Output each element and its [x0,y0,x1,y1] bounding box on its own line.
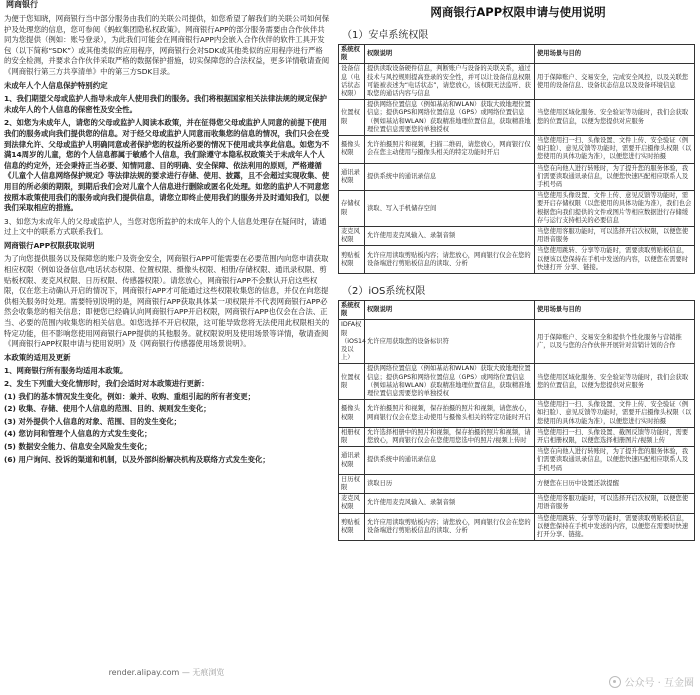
document-title: 网商银行APP权限申请与使用说明 [430,5,606,19]
permission-name-cell: 摄像头权限 [339,136,365,164]
scope-subitem: (1) 我们的基本情况发生变化，例如：兼并、收购、重组引起的所有者变更； [4,391,255,401]
permission-purpose-cell: 当您在向他人进行转账时，为了提升您的服务体验，我们需要读取通讯录信息，以便您快速匹配相应联系人及手机号码 [535,447,695,475]
private-browsing-note: — 无痕浏览 [179,668,225,677]
table-row [339,494,695,513]
table-row [339,227,695,246]
table-row [339,136,695,164]
permission-name-cell: 剪贴板权限 [339,513,365,541]
minor-para-2: 2、如您为未成年人，请您的父母或监护人阅读本政策，并在征得您父母或监护人同意的前提下使用我们的服务或向我们提供您的信息。对于经父母或监护人同意而收集您的信息的情况，我们只会在受到法律允许、父母或监护人明确同意或者保护您的权益所必要的情况下使用或共享此信息。如您为不满14周岁的儿童，您的个人信息都属于敏感个人信息，我们除遵守本隐私权政策关于未成年人个人信息的约定外，还会秉持正当必要、知情同意、目的明确、安全保障、依法利用的原则，严格遵循《儿童个人信息网络保护规定》等法律法规的要求进行存储、使用、披露，且不会超过实现收集、使用目的所必须的期限，到期后我们会对儿童个人信息进行删除或匿名化处理。如您的监护人不同意您按照本政策使用我们的服务或向我们提供信息，请您立即终止使用我们的服务并及时通知我们，以便我们采取相应的措施。 [4,118,330,213]
table-row [339,163,695,191]
permission-purpose-cell: 方便您在日历中设置还款提醒 [535,474,695,493]
policy-text-body [4,14,330,656]
permission-description-cell: 提供网络位置信息（例如基站和WLAN）获取大致地理位置信息；提供GPS和网络位置信息（GPS）或网络位置信息（例如基站和WLAN）获取精准地理位置信息，获取精准地理位置信息需要您的单独授权 [365,100,535,136]
minor-para-1: 1、我们期望父母或监护人指导未成年人使用我们的服务。我们将根据国家相关法律法规的规定保护未成年人的个人信息的保密性及安全性。 [4,94,327,114]
url-host: render.alipay.com [108,668,180,677]
permission-name-cell: 剪贴板权限 [339,246,365,274]
permission-description-cell: 提供网络位置信息（例如基站和WLAN）获取大致地理位置信息；提供GPS和网络位置信息（GPS）或网络位置信息（例如基站和WLAN）获取精准地理位置信息，获取精准地理位置信息需要您的单独授权 [365,364,535,400]
table-row [339,100,695,136]
header-description: 权限说明 [365,301,535,320]
permission-purpose-cell: 当您使用客服功能时，可以选择开启次权限，以便您使用语音服务 [535,227,695,246]
watermark [609,674,694,689]
permission-purpose-cell: 当您使用扫一扫、头像设置、文件上传、安全验证（例如扫脸）、意见反馈等功能时，需要开启摄像头权限（以您使用的具体功能为准），以便您进行实时拍摄 [535,136,695,164]
permission-description-cell: 提供读取设备硬件信息，判断账户与设备的关联关系，通过技术与风控规则提高登录的安全性，并可以让设备信息权限可能被表述为“电话状态”，请您放心，该权限无法监听、获取您的通话内容与信息 [365,64,535,100]
permission-name-cell: 日历权限 [339,474,365,493]
table-row [339,246,695,274]
table-row [339,447,695,475]
table-row [339,513,695,541]
permission-purpose-cell: 当您在向他人进行转账时，为了提升您的服务体验，我们需要读取通讯录信息，以便您快速匹配相应联系人及手机号码 [535,163,695,191]
permission-description-cell: 允许应用获取您的设备标识符 [365,320,535,364]
permission-name-cell: 位置权限 [339,100,365,136]
permission-name-cell: 通讯录权限 [339,447,365,475]
permission-description-cell: 提供系统中的通讯录信息 [365,163,535,191]
permission-description-cell: 允许使用麦克风输入、录制音频 [365,494,535,513]
android-permission-table [338,44,695,274]
app-permission-paragraph: 为了向您提供服务以及保障您的账户及资金安全，网商银行APP可能需要在必要范围内向您申请获取相应权限（例如设备信息/电话状态权限、位置权限、摄像头权限、相册/存储权限、通讯录权限、剪贴板权限、麦克风权限、日历权限、传感器权限）。请您放心，网商银行APP不会默认开启这些权限，仅在您主动确认开启的情况下，网商银行APP才可能通过这些权限收集您的信息，并仅在向您提供相关服务时处理。需要特别说明的是，网商银行APP获取具体某一项权限并不代表网商银行APP必然会收集您的相关信息；即便您已经确认向网商银行APP开启权限，网商银行APP也仅会在合法、正当、必要的范围内收集您的相关信息。如您选择不开启权限，这可能导致您将无法使用此权限相关的特定功能，但不影响您使用网商银行APP提供的其他服务。就权限说明及使用场景等详情，敬请查阅《网商银行APP权限申请与使用说明》及《网商银行传感器使用场景说明》。 [4,254,330,349]
permission-name-cell: IDFA权限（iOS14及以上） [339,320,365,364]
scope-item-2: 2、发生下列重大变化情形时，我们会适时对本政策进行更新： [4,379,209,388]
header-purpose: 使用场景与目的 [535,301,695,320]
permission-name-cell: 相册权限 [339,427,365,446]
permission-name-cell: 存储权限 [339,191,365,227]
browser-url-bar[interactable] [0,658,333,695]
scope-subitem: (4) 您访问和管理个人信息的方式发生变化； [4,429,152,439]
permission-description-cell: 允许拍摄照片和视频，扫描二维码，请您放心，网商银行仅会在您主动使用与摄像头相关的特定功能时开启 [365,136,535,164]
table-row [339,400,695,428]
table-row [339,474,695,493]
wechat-account-icon [609,676,621,688]
header-description: 权限说明 [365,45,535,64]
watermark-text: 公众号 · 互金圈 [624,678,694,689]
scope-subitem: (3) 对外提供个人信息的对象、范围、目的发生变化； [4,416,182,426]
table-row [339,427,695,446]
table-header-row [339,45,695,64]
android-section-title: （1）安卓系统权限 [342,30,429,41]
ios-permission-table [338,300,695,541]
ios-section-title: （2）iOS系统权限 [342,286,426,297]
left-top-title: 网商银行 [6,0,38,9]
permission-purpose-cell: 当您使用跳转、分享等功能时，需要读取剪贴板信息，以便该以您保持在手机中发送的内容，以便您在需要时快速打开 分享、链接。 [535,246,695,274]
scope-item-1: 1、网商银行所有服务均适用本政策。 [4,366,128,376]
permission-description-cell: 允许选择相册中的照片和视频，保存拍摄的照片和视频，请您放心，网商银行仅会在您使用您选中的照片/视频上传时 [365,427,535,446]
permission-name-cell: 麦克风权限 [339,494,365,513]
intro-paragraph: 为便于您知晓，网商银行当中部分服务由我们的关联公司提供，如您希望了解我们的关联公司如何保护及处理您的信息，您可参阅《蚂蚁集团隐私权政策》。网商银行APP的部分服务需要由合作伙伴共同为您提供（例如：账号登录），为此我们可能会在网商银行APP内会嵌入合作伙伴的软件工具开发包（以下简称“SDK”）或其他类似的应用程序，网商银行会对SDK或其他类似的应用程序进行严格的安全检测，并要求合作伙伴采取严格的数据保护措施，切实保障您的合法权益，更多详情敬请查阅《网商银行第三方共享清单》中的第三方SDK目录。 [4,14,330,76]
header-purpose: 使用场景与目的 [535,45,695,64]
permission-purpose-cell: 用于保障账户、交易安全，完成安全风控，以及关联您使用的设备信息、设备状态信息以及设备环境信息 [535,64,695,100]
table-row [339,64,695,100]
scope-heading: 本政策的适用及更新 [4,352,71,362]
table-header-row [339,301,695,320]
permission-purpose-cell: 当您使用客服功能时，可以选择开启次权限，以便您使用语音服务 [535,494,695,513]
scope-subitem: (2) 收集、存储、使用个人信息的范围、目的、规则发生变化； [4,404,211,414]
scope-subitem: (5) 数据安全能力、信息安全风险发生变化； [4,441,152,451]
left-top-bar [0,0,333,12]
left-screenshot-panel [0,0,333,695]
permission-name-cell: 麦克风权限 [339,227,365,246]
permission-purpose-cell: 当您使用头像设置、文件上传、意见反馈等功能时，需要开启存储权限（以您使用的具体功能为准），我们也会根据您向我们提供的文件或图片等相应数据进行存储缓存与运行支持相关的必要信息 [535,191,695,227]
header-permission: 系统权限 [339,301,365,320]
permission-description-cell: 读取日历 [365,474,535,493]
minor-heading: 未成年人个人信息保护特别约定 [4,80,108,90]
permission-purpose-cell: 当您使用跳转、分享等功能时，需要读取剪贴板信息，以便您保持在手机中发送的内容，以便您在需要时快速打开分享、链接。 [535,513,695,541]
permission-description-cell: 提供系统中的通讯录信息 [365,447,535,475]
app-permission-heading: 网商银行APP权限获取说明 [4,240,95,250]
permission-description-cell: 读取、写入手机储存空间 [365,191,535,227]
permission-name-cell: 通讯录权限 [339,163,365,191]
permission-name-cell: 设备信息（电话状态权限） [339,64,365,100]
permission-purpose-cell: 当您使用扫一扫、头像设置、截图反馈等功能时，需要开启相册权限，以便您选择相册图片/视频上传 [535,427,695,446]
header-permission: 系统权限 [339,45,365,64]
table-row [339,191,695,227]
permission-description-cell: 允许使用麦克风输入、录制音频 [365,227,535,246]
permission-purpose-cell: 用于保障账户、交易安全和提供个性化服务与营销推广，以及与您的合作伙伴开展针对营销计划的合作 [535,320,695,364]
table-row [339,320,695,364]
table-row [339,364,695,400]
permission-name-cell: 位置权限 [339,364,365,400]
permission-purpose-cell: 当您使用区域化服务、安全验证等功能时，我们会获取您的位置信息，以便为您提供对应服务 [535,364,695,400]
permission-purpose-cell: 当您使用扫一扫、头像设置、文件上传、安全验证（例如扫脸）、意见反馈等功能时，需要开启摄像头权限（以您使用的具体功能为准），以便您进行实时拍摄 [535,400,695,428]
permission-description-cell: 允许应用读取剪贴板内容；请您放心，网商银行仅会在您的设备端进行剪贴板信息的读取、分析 [365,513,535,541]
right-document-panel [336,0,700,695]
permission-description-cell: 允许应用读取剪贴板内容；请您放心，网商银行仅会在您的设备端进行剪贴板信息的读取、分析 [365,246,535,274]
scope-subitem: (6) 用户询问、投诉的渠道和机制，以及外部纠纷解决机构及联络方式发生变化； [4,454,270,464]
permission-purpose-cell: 当您使用区域化服务、安全验证等功能时，我们会获取您的位置信息，以便为您提供对应服务 [535,100,695,136]
permission-description-cell: 允许拍摄照片和视频，保存拍摄的照片和视频，请您放心，网商银行仅会在您主动使用与摄像头相关的特定功能时开启 [365,400,535,428]
minor-para-3: 3、如您为未成年人的父母或监护人，当您对您所监护的未成年人的个人信息处理存在疑问时，请通过上文中的联系方式联系我们。 [4,216,327,237]
permission-name-cell: 摄像头权限 [339,400,365,428]
